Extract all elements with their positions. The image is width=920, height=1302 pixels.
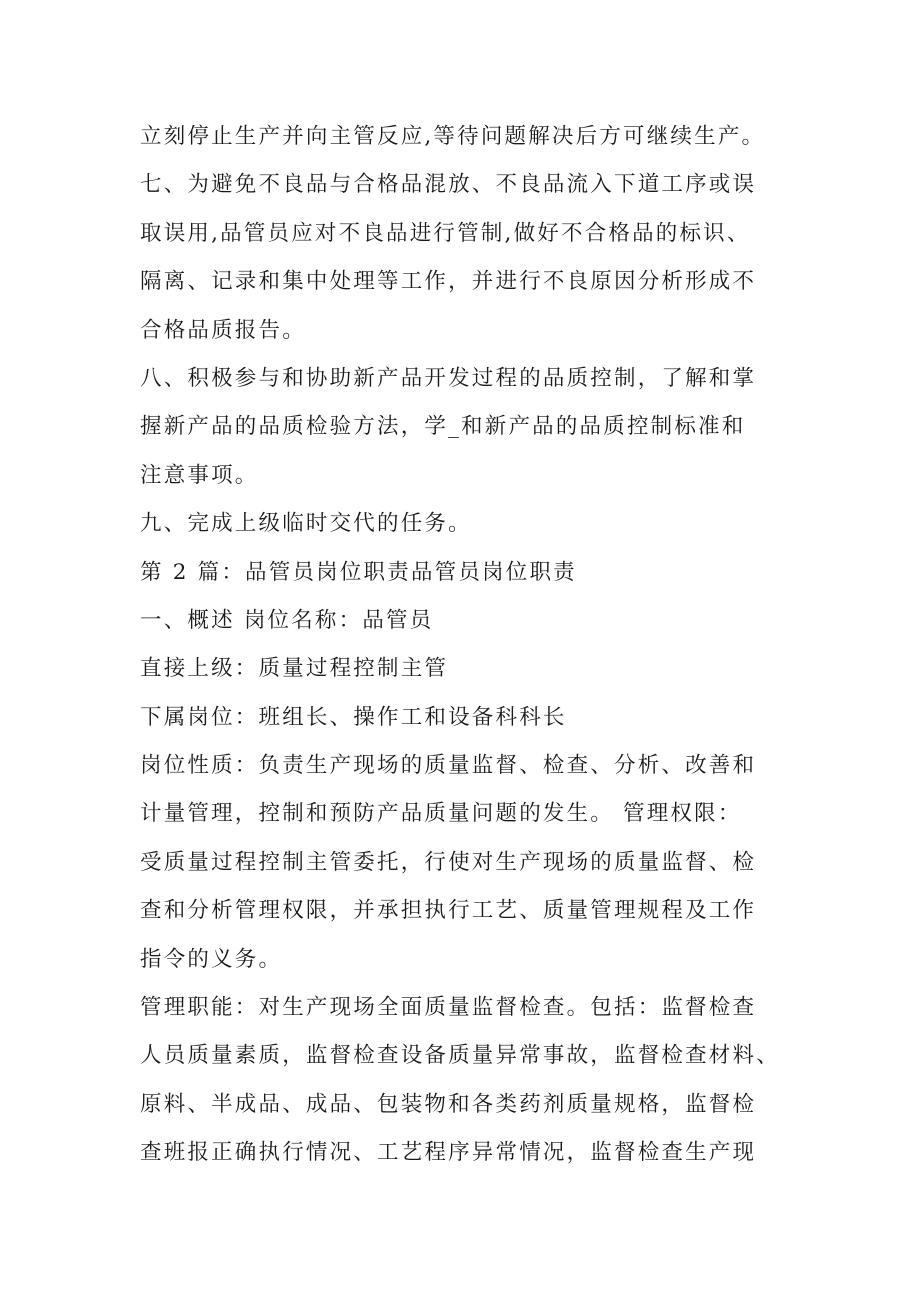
text-line: 八、积极参与和协助新产品开发过程的品质控制，了解和掌 bbox=[140, 365, 757, 391]
text-line: 指令的义务。 bbox=[140, 946, 283, 972]
text-line: 立刻停止生产并向主管反应,等待问题解决后方可继续生产。 bbox=[140, 124, 766, 149]
text-line: 受质量过程控制主管委托，行使对生产现场的质量监督、检 bbox=[140, 849, 757, 875]
text-line: 隔离、记录和集中处理等工作，并进行不良原因分析形成不 bbox=[140, 269, 757, 295]
text-line: 合格品质报告。 bbox=[140, 317, 306, 343]
text-line: 人员质量素质，监督检查设备质量异常事故，监督检查材料、 bbox=[140, 1043, 780, 1069]
text-line: 取误用,品管员应对不良品进行管制,做好不合格品的标识、 bbox=[140, 220, 751, 246]
text-line: 握新产品的品质检验方法，学_和新产品的品质控制标准和 bbox=[140, 414, 746, 440]
text-line: 计量管理，控制和预防产品质量问题的发生。 管理权限： bbox=[140, 801, 742, 827]
text-line: 下属岗位：班组长、操作工和设备科科长 bbox=[140, 704, 567, 730]
text-line: 查班报正确执行情况、工艺程序异常情况，监督检查生产现 bbox=[140, 1140, 757, 1166]
text-line: 查和分析管理权限，并承担执行工艺、质量管理规程及工作 bbox=[140, 898, 757, 924]
text-line: 岗位性质：负责生产现场的质量监督、检查、分析、改善和 bbox=[140, 753, 757, 779]
text-line: 原料、半成品、成品、包装物和各类药剂质量规格，监督检 bbox=[140, 1091, 757, 1117]
text-line: 注意事项。 bbox=[140, 462, 259, 488]
document-body bbox=[140, 113, 820, 1178]
text-line: 直接上级：质量过程控制主管 bbox=[140, 656, 449, 682]
section-heading: 第 2 篇：品管员岗位职责品管员岗位职责 bbox=[140, 559, 577, 585]
text-line: 七、为避免不良品与合格品混放、不良品流入下道工序或误 bbox=[140, 172, 757, 198]
text-line: 一、概述 岗位名称：品管员 bbox=[140, 607, 434, 633]
text-line: 九、完成上级临时交代的任务。 bbox=[140, 511, 472, 537]
text-line: 管理职能：对生产现场全面质量监督检查。包括：监督检查 bbox=[140, 995, 757, 1021]
